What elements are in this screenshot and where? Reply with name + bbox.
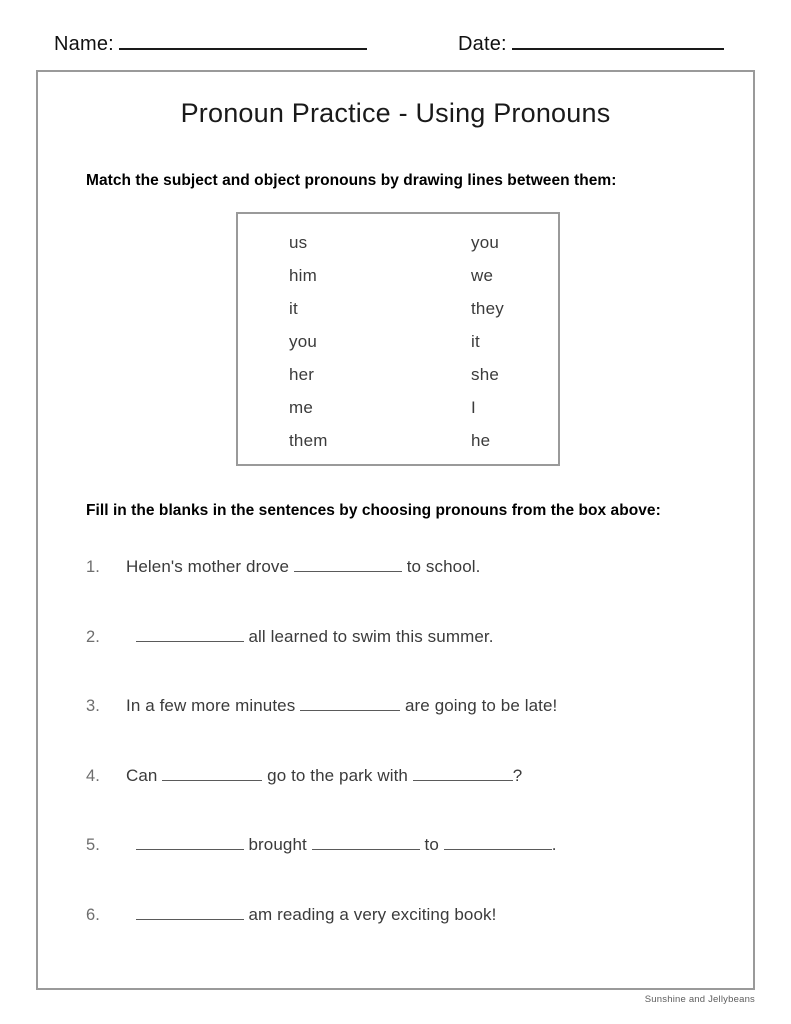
sentence-number: 3. [86,697,100,715]
answer-blank[interactable] [413,765,513,781]
answer-blank[interactable] [136,904,244,920]
sentence-body [126,834,557,855]
sentence-body [126,556,480,577]
sentence-text: all learned to swim this summer. [243,626,494,646]
answer-blank[interactable] [136,626,244,642]
sentence-body [126,904,496,925]
answer-blank[interactable] [444,834,552,850]
sentence-item [86,904,726,925]
sentence-text: are going to be late! [400,696,558,715]
object-pronoun-option[interactable]: they [471,298,504,318]
instruction-fill: Fill in the blanks in the sentences by choosing pronouns from the box above: [86,502,661,519]
match-row [238,259,558,292]
sentence-text: go to the park with [262,765,413,785]
object-pronoun-option[interactable]: she [471,364,500,384]
date-label: Date: [458,33,507,55]
pronoun-match-box [236,212,560,466]
sentence-text [126,835,136,854]
sentence-text: Can [126,765,163,785]
sentence-text: ? [512,765,523,785]
sentence-body [126,695,557,716]
name-write-line[interactable] [119,32,367,50]
object-pronoun-option[interactable]: you [471,232,500,252]
sentence-item [86,765,726,786]
object-pronoun-option[interactable]: it [471,331,480,351]
subject-pronoun-option[interactable]: me [289,397,314,417]
footer-credit: Sunshine and Jellybeans [644,994,755,1005]
match-row [238,226,558,259]
sentence-number: 6. [86,905,100,924]
answer-blank[interactable] [162,765,262,781]
sentence-text: to [419,835,444,854]
answer-blank[interactable] [294,556,402,572]
page-title: Pronoun Practice - Using Pronouns [180,98,611,128]
match-row [238,424,558,457]
subject-pronoun-option[interactable]: us [289,232,308,252]
sentence-item [86,834,726,855]
sentence-body [126,765,522,786]
name-field[interactable] [54,32,367,56]
object-pronoun-option[interactable]: he [471,430,491,450]
subject-pronoun-option[interactable]: him [289,265,317,285]
subject-pronoun-option[interactable]: them [289,430,328,450]
object-pronoun-option[interactable]: I [471,397,476,417]
match-row [238,292,558,325]
sentence-number: 5. [86,836,100,854]
sentence-number: 2. [86,627,100,646]
sentence-text: . [551,835,557,854]
sentence-text: Helen's mother drove [126,557,294,576]
sentence-text: am reading a very exciting book! [243,904,497,924]
student-info-row [0,32,791,66]
sentence-body [126,626,494,647]
answer-blank[interactable] [136,834,244,850]
sentence-text: brought [243,835,312,854]
sentence-item [86,626,726,647]
match-row [238,358,558,391]
date-field[interactable] [458,32,724,56]
sentence-text: to school. [401,557,481,576]
match-row [238,325,558,358]
answer-blank[interactable] [300,695,400,711]
sentence-text [126,905,136,924]
subject-pronoun-option[interactable]: you [289,331,318,351]
sentence-item [86,695,726,716]
sentence-text: In a few more minutes [126,696,301,715]
match-row [238,391,558,424]
name-label: Name: [54,33,114,55]
subject-pronoun-option[interactable]: it [289,298,298,318]
answer-blank[interactable] [312,834,420,850]
instruction-match: Match the subject and object pronouns by drawing lines between them: [86,172,617,189]
sentence-text [126,627,136,646]
sentence-number: 4. [86,766,100,785]
worksheet-sheet [36,70,755,990]
sentence-number: 1. [86,558,100,576]
date-write-line[interactable] [512,32,724,50]
object-pronoun-option[interactable]: we [471,265,494,285]
sentence-item [86,556,726,577]
subject-pronoun-option[interactable]: her [289,364,315,384]
